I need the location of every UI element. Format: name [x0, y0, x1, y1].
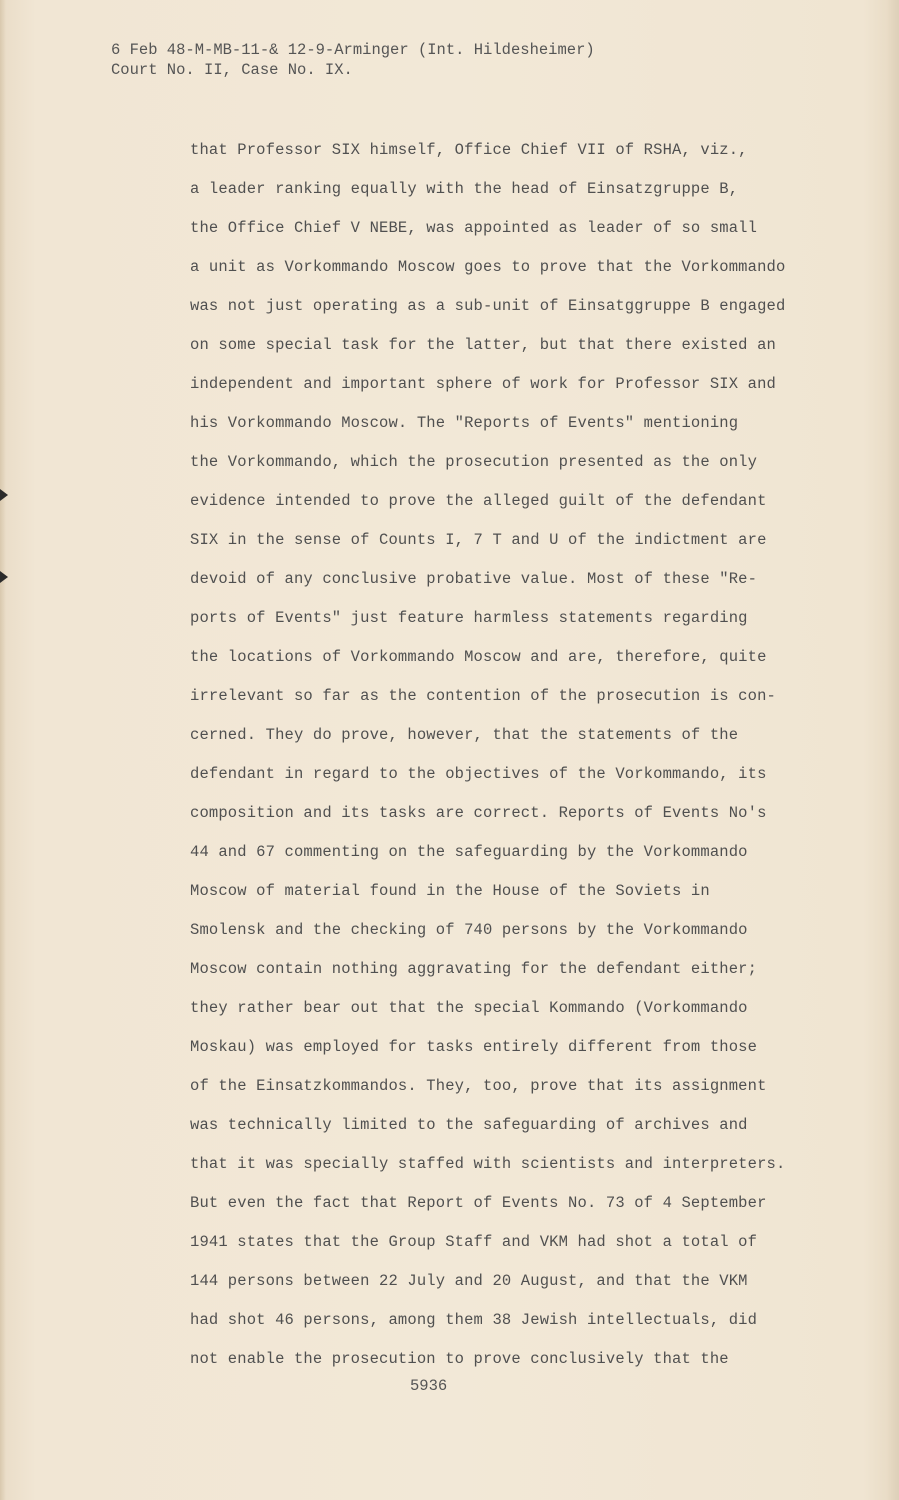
page-right-edge-shadow — [887, 0, 899, 1500]
text-line: had shot 46 persons, among them 38 Jewish intellectuals, did — [190, 1311, 758, 1329]
text-line: Moscow contain nothing aggravating for the defendant either; — [190, 960, 758, 978]
text-line: the Office Chief V NEBE, was appointed as leader of so small — [190, 219, 758, 237]
text-line: evidence intended to prove the alleged guilt of the defendant — [190, 492, 767, 510]
text-line: was technically limited to the safeguarding of archives and — [190, 1116, 748, 1134]
text-line: irrelevant so far as the contention of the prosecution is con- — [190, 687, 776, 705]
text-line: defendant in regard to the objectives of the Vorkommando, its — [190, 765, 767, 783]
text-line: SIX in the sense of Counts I, 7 T and U of the indictment are — [190, 531, 767, 549]
text-line: of the Einsatzkommandos. They, too, prove that its assignment — [190, 1077, 767, 1095]
text-line: ports of Events" just feature harmless statements regarding — [190, 609, 748, 627]
text-line: a unit as Vorkommando Moscow goes to prove that the Vorkommando — [190, 258, 786, 276]
text-line: was not just operating as a sub-unit of Einsatggruppe B engaged — [190, 297, 786, 315]
text-line: they rather bear out that the special Kommando (Vorkommando — [190, 999, 748, 1017]
text-line: cerned. They do prove, however, that the statements of the — [190, 726, 739, 744]
text-line: that Professor SIX himself, Office Chief VII of RSHA, viz., — [190, 141, 748, 159]
text-line: devoid of any conclusive probative value. Most of these "Re- — [190, 570, 758, 588]
text-line: that it was specially staffed with scientists and interpreters. — [190, 1155, 786, 1173]
page-number: 5936 — [410, 1377, 448, 1395]
text-line: Smolensk and the checking of 740 persons by the Vorkommando — [190, 921, 748, 939]
text-line: 144 persons between 22 July and 20 August, and that the VKM — [190, 1272, 748, 1290]
text-line: on some special task for the latter, but that there existed an — [190, 336, 776, 354]
text-line: his Vorkommando Moscow. The "Reports of Events" mentioning — [190, 414, 739, 432]
body-text — [190, 137, 830, 1385]
document-header — [111, 40, 595, 80]
text-line: not enable the prosecution to prove conclusively that the — [190, 1350, 729, 1368]
text-line: 44 and 67 commenting on the safeguarding by the Vorkommando — [190, 843, 748, 861]
header-line-2: Court No. II, Case No. IX. — [111, 61, 353, 79]
page-left-edge-shadow — [0, 0, 6, 1500]
text-line: But even the fact that Report of Events No. 73 of 4 September — [190, 1194, 767, 1212]
text-line: independent and important sphere of work for Professor SIX and — [190, 375, 776, 393]
text-line: Moskau) was employed for tasks entirely different from those — [190, 1038, 758, 1056]
header-line-1: 6 Feb 48-M-MB-11-& 12-9-Arminger (Int. Hildesheimer) — [111, 41, 595, 59]
text-line: the locations of Vorkommando Moscow and are, therefore, quite — [190, 648, 767, 666]
text-line: Moscow of material found in the House of the Soviets in — [190, 882, 710, 900]
text-line: the Vorkommando, which the prosecution presented as the only — [190, 453, 758, 471]
margin-arrow-mark-icon — [0, 571, 8, 583]
text-line: a leader ranking equally with the head of Einsatzgruppe B, — [190, 180, 739, 198]
margin-arrow-mark-icon — [0, 489, 8, 501]
text-line: composition and its tasks are correct. Reports of Events No's — [190, 804, 767, 822]
text-line: 1941 states that the Group Staff and VKM had shot a total of — [190, 1233, 758, 1251]
